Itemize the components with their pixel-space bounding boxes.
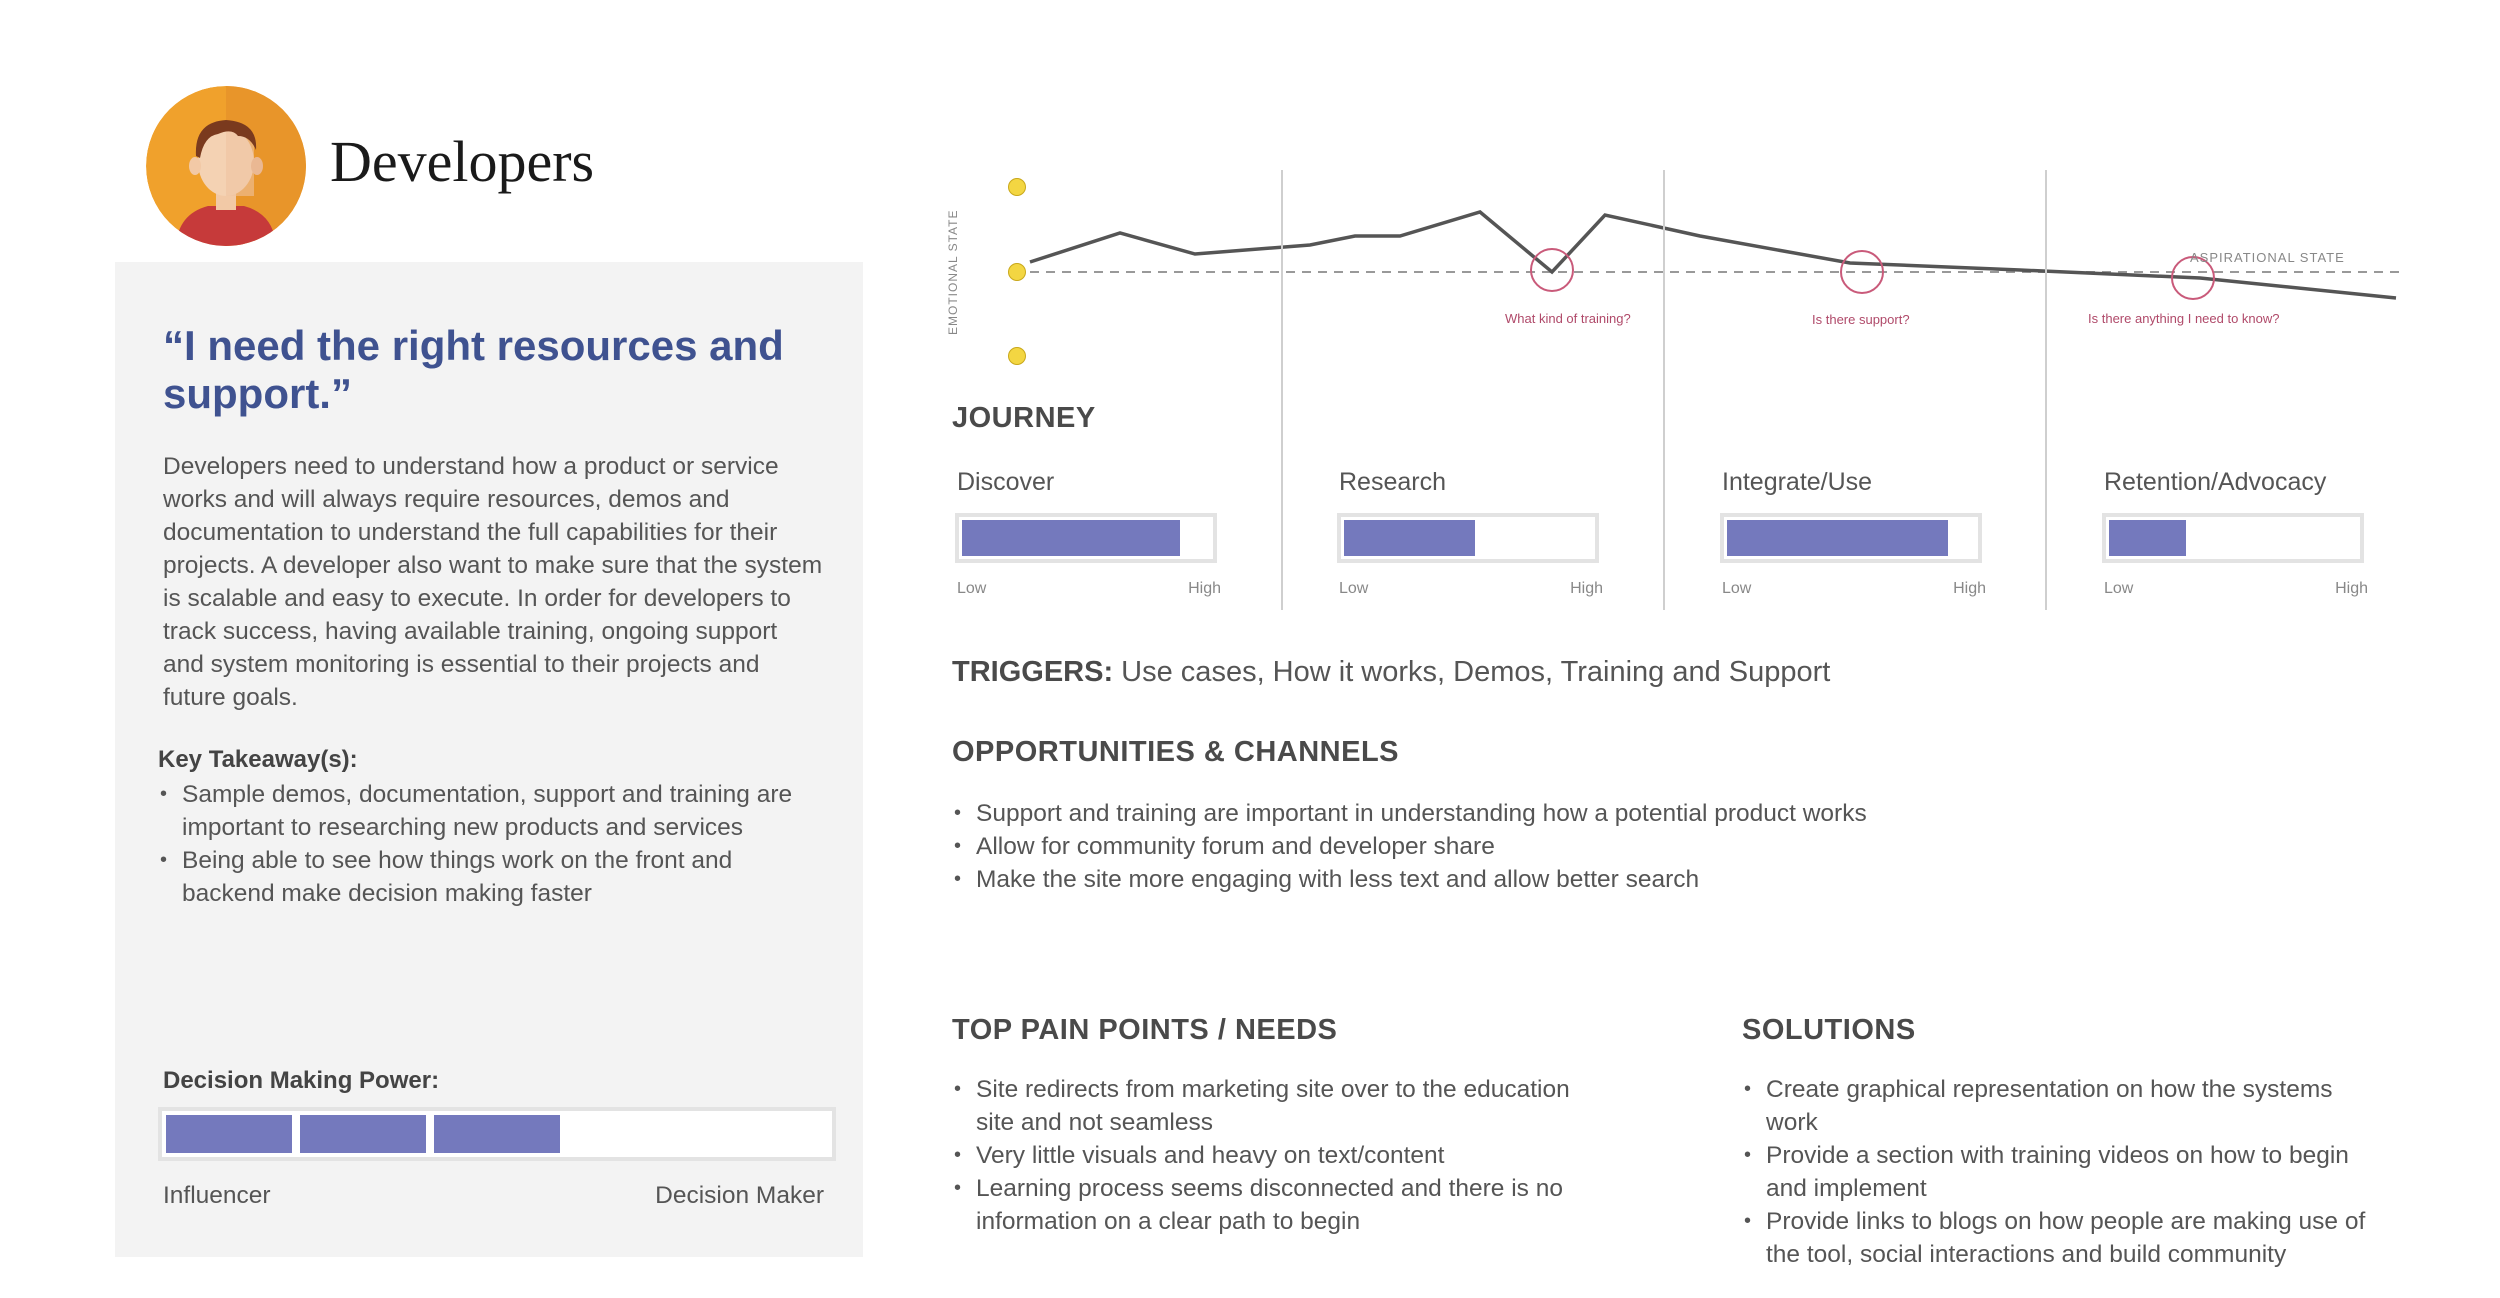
list-item: • Provide a section with training videos on how to begin and implement: [1742, 1139, 2382, 1205]
list-item: • Support and training are important in understanding how a potential product works: [952, 797, 2402, 830]
triggers: [952, 656, 1830, 689]
emotional-state-axis-label: EMOTIONAL STATE: [946, 209, 960, 335]
opportunities-list: [952, 797, 2402, 896]
opportunities-title: OPPORTUNITIES & CHANNELS: [952, 736, 1400, 768]
stage-name: Integrate/Use: [1722, 468, 1873, 496]
solutions-title: SOLUTIONS: [1742, 1014, 1916, 1046]
stage-name: Discover: [957, 468, 1055, 496]
stage-level-fill: [1344, 520, 1475, 556]
decision-power-segment: [702, 1115, 828, 1153]
aspirational-state-label: ASPIRATIONAL STATE: [2190, 250, 2345, 265]
list-item: • Create graphical representation on how the systems work: [1742, 1073, 2382, 1139]
stage-level-bar: [2102, 513, 2364, 563]
stage-level-fill: [962, 520, 1180, 556]
list-item: • Provide links to blogs on how people are making use of the tool, social interactions and build community: [1742, 1205, 2382, 1271]
stage-low-label: Low: [1339, 580, 1369, 597]
question-label-support: Is there support?: [1812, 312, 1910, 327]
list-item: • Make the site more engaging with less text and allow better search: [952, 863, 2402, 896]
persona-quote: “I need the right resources and support.”: [163, 322, 784, 417]
stage-level-fill: [2109, 520, 2186, 556]
stage-high-label: High: [1570, 580, 1603, 597]
decision-power-segment: [300, 1115, 426, 1153]
stage-level-bar: [1720, 513, 1982, 563]
decision-power-low-label: Influencer: [163, 1182, 271, 1209]
stage-divider: [2045, 170, 2047, 610]
journey-title: JOURNEY: [952, 402, 1096, 434]
stage-name: Research: [1339, 468, 1446, 496]
pain-points-title: TOP PAIN POINTS / NEEDS: [952, 1014, 1338, 1046]
stage-level-fill: [1727, 520, 1948, 556]
stage-level-bar: [1337, 513, 1599, 563]
list-item: • Allow for community forum and developer share: [952, 830, 2402, 863]
stage-high-label: High: [1188, 580, 1221, 597]
decision-power-high-label: Decision Maker: [655, 1182, 824, 1209]
decision-power-meter: [158, 1107, 836, 1161]
decision-power-segment: [568, 1115, 694, 1153]
list-item: • Very little visuals and heavy on text/content: [952, 1139, 1592, 1172]
key-takeaways-title: Key Takeaway(s):: [158, 746, 358, 773]
decision-power-segment: [166, 1115, 292, 1153]
key-takeaways-list: [158, 778, 818, 910]
decision-power-title: Decision Making Power:: [163, 1067, 440, 1094]
list-item: • Learning process seems disconnected and there is no information on a clear path to begin: [952, 1172, 1592, 1238]
triggers-label: TRIGGERS:: [952, 656, 1114, 688]
stage-divider: [1663, 170, 1665, 610]
stage-high-label: High: [2335, 580, 2368, 597]
list-item: • Being able to see how things work on the front and backend make decision making faster: [158, 844, 818, 910]
pain-points-list: [952, 1073, 1592, 1238]
triggers-text: Use cases, How it works, Demos, Training and Support: [1113, 656, 1831, 688]
persona-description: Developers need to understand how a product or service works and will always require resources, demos and documentation to understand the full capabilities for their projects. A developer also want to make sure that the system is scalable and easy to execute. In order for developers to track success, having available training, ongoing support and system monitoring is essential to their projects and future goals.: [163, 453, 823, 711]
list-item: • Site redirects from marketing site over to the education site and not seamless: [952, 1073, 1592, 1139]
persona-name: Developers: [330, 129, 595, 194]
stage-name: Retention/Advocacy: [2104, 468, 2327, 496]
stage-low-label: Low: [2104, 580, 2134, 597]
stage-low-label: Low: [1722, 580, 1752, 597]
stage-high-label: High: [1953, 580, 1986, 597]
question-label-know: Is there anything I need to know?: [2088, 311, 2280, 326]
list-item: • Sample demos, documentation, support and training are important to researching new products and services: [158, 778, 818, 844]
solutions-list: [1742, 1073, 2382, 1271]
stage-level-bar: [955, 513, 1217, 563]
decision-power-segment: [434, 1115, 560, 1153]
stage-divider: [1281, 170, 1283, 610]
question-label-training: What kind of training?: [1505, 311, 1631, 326]
stage-low-label: Low: [957, 580, 987, 597]
